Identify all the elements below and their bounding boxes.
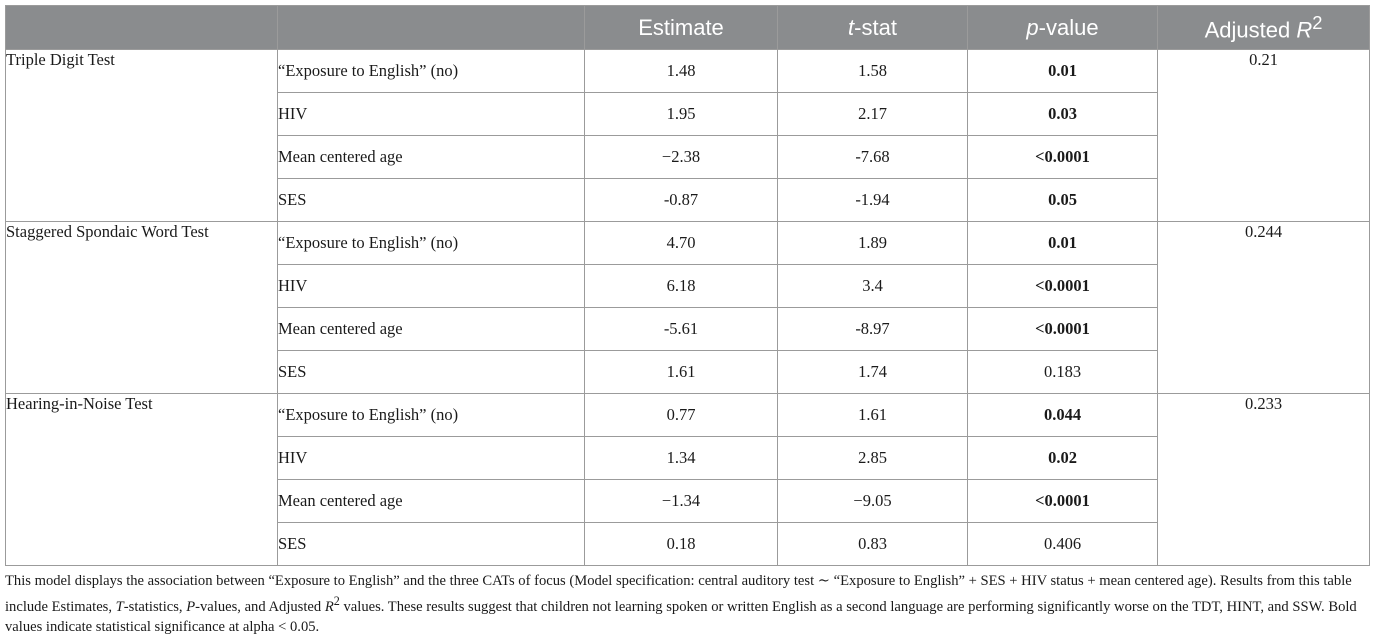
predictor-cell: HIV [278, 265, 585, 308]
estimate-cell: 1.95 [585, 93, 778, 136]
header-predictor [278, 6, 585, 50]
tstat-cell: -8.97 [778, 308, 968, 351]
test-name-cell: Hearing-in-Noise Test [6, 394, 278, 566]
predictor-cell: “Exposure to English” (no) [278, 222, 585, 265]
table-row [6, 50, 1370, 93]
pvalue-cell: 0.044 [968, 394, 1158, 437]
adjusted-r2-cell: 0.233 [1158, 394, 1370, 566]
predictor-cell: “Exposure to English” (no) [278, 50, 585, 93]
header-r2-r: R [1296, 17, 1313, 43]
header-r2-text: Adjusted [1204, 17, 1297, 43]
header-test [6, 6, 278, 50]
estimate-cell: 1.61 [585, 351, 778, 394]
pvalue-cell: <0.0001 [968, 308, 1158, 351]
predictor-cell: SES [278, 351, 585, 394]
pvalue-cell: 0.03 [968, 93, 1158, 136]
caption-part2: -statistics, [123, 598, 187, 615]
tstat-cell: 0.83 [778, 523, 968, 566]
pvalue-cell: 0.01 [968, 50, 1158, 93]
estimate-cell: 6.18 [585, 265, 778, 308]
estimate-cell: 0.18 [585, 523, 778, 566]
caption-part4: values. These results suggest that children not learning spoken or written English as a second language are performing significantly worse on the TDT, HINT, and SSW. Bold values indicate statistical significance at alpha < 0.05. [5, 598, 1357, 635]
table-row [6, 394, 1370, 437]
header-adjusted-r2 [1158, 6, 1370, 50]
pvalue-cell: 0.01 [968, 222, 1158, 265]
pvalue-cell: <0.0001 [968, 480, 1158, 523]
pvalue-cell: <0.0001 [968, 136, 1158, 179]
tstat-cell: -7.68 [778, 136, 968, 179]
table-body [6, 50, 1370, 566]
predictor-cell: HIV [278, 437, 585, 480]
tstat-cell: 1.61 [778, 394, 968, 437]
adjusted-r2-cell: 0.21 [1158, 50, 1370, 222]
header-tstat-rest: -stat [854, 14, 897, 40]
estimate-cell: −1.34 [585, 480, 778, 523]
caption-part3: -values, and Adjusted [195, 598, 325, 615]
tstat-cell: -1.94 [778, 179, 968, 222]
tstat-cell: 3.4 [778, 265, 968, 308]
tstat-cell: −9.05 [778, 480, 968, 523]
pvalue-cell: 0.02 [968, 437, 1158, 480]
header-tstat [778, 6, 968, 50]
header-tstat-t: t [848, 14, 855, 40]
test-name-cell: Triple Digit Test [6, 50, 278, 222]
table-caption [5, 571, 1371, 637]
caption-r-italic: R [324, 598, 334, 615]
estimate-cell: -0.87 [585, 179, 778, 222]
pvalue-cell: 0.406 [968, 523, 1158, 566]
predictor-cell: Mean centered age [278, 480, 585, 523]
caption-p-italic: P [186, 598, 196, 615]
estimate-cell: 4.70 [585, 222, 778, 265]
table-header [6, 6, 1370, 50]
estimate-cell: 1.48 [585, 50, 778, 93]
tstat-cell: 1.89 [778, 222, 968, 265]
header-pvalue-rest: -value [1038, 14, 1099, 40]
pvalue-cell: 0.05 [968, 179, 1158, 222]
results-table [5, 5, 1370, 566]
predictor-cell: Mean centered age [278, 136, 585, 179]
header-pvalue-p: p [1026, 14, 1039, 40]
pvalue-cell: <0.0001 [968, 265, 1158, 308]
predictor-cell: HIV [278, 93, 585, 136]
estimate-cell: -5.61 [585, 308, 778, 351]
caption-r-sup: 2 [333, 594, 340, 608]
estimate-cell: −2.38 [585, 136, 778, 179]
header-pvalue [968, 6, 1158, 50]
caption-part1: This model displays the association between “Exposure to English” and the three CATs of focus (Model specification: central auditory test ∼ “Exposure to English” + SES + HIV status + mean centered age). Results from this table include Estimates, [5, 573, 1352, 615]
estimate-cell: 1.34 [585, 437, 778, 480]
tstat-cell: 2.17 [778, 93, 968, 136]
caption-t-italic: T [115, 598, 124, 615]
tstat-cell: 1.58 [778, 50, 968, 93]
estimate-cell: 0.77 [585, 394, 778, 437]
adjusted-r2-cell: 0.244 [1158, 222, 1370, 394]
predictor-cell: SES [278, 523, 585, 566]
header-r2-sup: 2 [1312, 11, 1323, 33]
table-row [6, 222, 1370, 265]
tstat-cell: 2.85 [778, 437, 968, 480]
tstat-cell: 1.74 [778, 351, 968, 394]
predictor-cell: Mean centered age [278, 308, 585, 351]
header-estimate: Estimate [585, 6, 778, 50]
predictor-cell: “Exposure to English” (no) [278, 394, 585, 437]
pvalue-cell: 0.183 [968, 351, 1158, 394]
predictor-cell: SES [278, 179, 585, 222]
test-name-cell: Staggered Spondaic Word Test [6, 222, 278, 394]
